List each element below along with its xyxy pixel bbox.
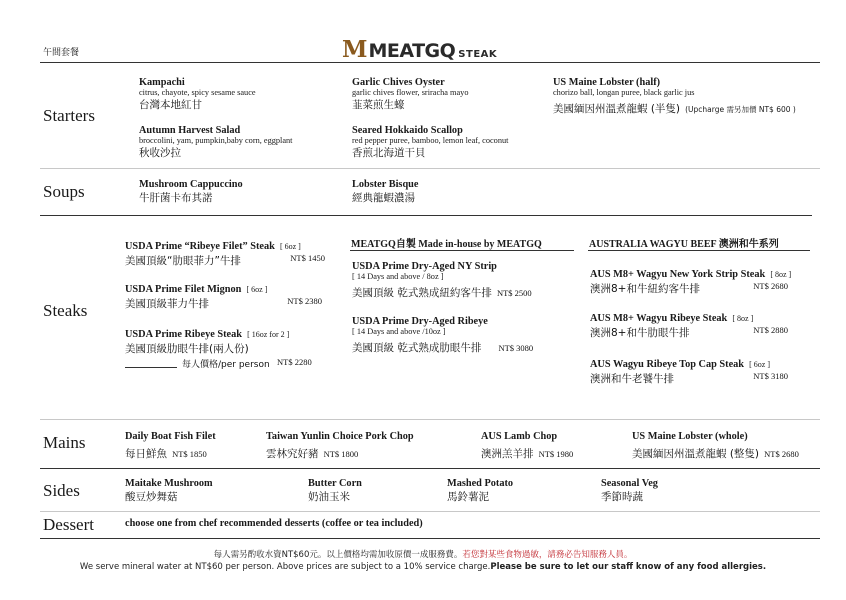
side-maitake: Maitake Mushroom 酸豆炒舞菇 [125,478,213,503]
price: NT$ 2880 [753,325,788,335]
side-mashed-potato: Mashed Potato 馬鈴薯泥 [447,478,514,503]
section-steaks: Steaks [43,301,88,320]
steak-ribeye-for-two: USDA Prime Ribeye Steak [ 16oz for 2 ] 美國頂級肋眼牛排(兩人份) 每人價格/per person NT$ 2280 [125,329,312,370]
brand-sub: STEAK [458,49,498,60]
price: NT$ 2280 [277,357,312,367]
steak-dry-aged-ribeye: USDA Prime Dry-Aged Ribeye [ 14 Days and above /10oz ] 美國頂級 乾式熟成肋眼牛排 NT$ 3080 [352,316,534,354]
upcharge-note: (Upcharge 需另加價 NT$ 600 ) [685,105,796,114]
price: NT$ 2500 [496,288,532,298]
menu-item-oyster: Garlic Chives Oyster garlic chives flower, sriracha mayo 韮菜煎生蠔 [352,77,469,111]
divider [40,538,820,539]
section-starters: Starters [43,106,95,125]
restaurant-logo [342,36,497,63]
main-pork-chop: Taiwan Yunlin Choice Pork Chop 雲林究好豬 NT$ 1800 [266,431,414,460]
side-seasonal-veg: Seasonal Veg 季節時蔬 [601,478,658,503]
allergy-warning-en: Please be sure to let our staff know of any food allergies. [490,562,767,572]
logo-mark-icon: M [342,36,366,63]
steak-filet-mignon: USDA Prime Filet Mignon [ 6oz ] 美國頂級菲力牛排 NT$ 2380 [125,284,322,310]
menu-item-kampachi: Kampachi citrus, chayote, spicy sesame sauce 台灣本地紅甘 [139,77,256,111]
underline [588,250,810,251]
divider [40,511,820,512]
menu-item-autumn-salad: Autumn Harvest Salad broccolini, yam, pumpkin,baby corn, eggplant 秋收沙拉 [139,125,293,159]
main-lamb-chop: AUS Lamb Chop 澳洲羔羊排 NT$ 1980 [481,431,574,460]
price: NT$ 3080 [498,343,534,353]
section-sides: Sides [43,481,80,500]
menu-item-lobster-half: US Maine Lobster (half) chorizo ball, longan puree, black garlic jus 美國緬因州溫煮龍蝦 (半隻) (Upcharge 需另加價 NT$ 600 ) [553,77,796,115]
menu-item-scallop: Seared Hokkaido Scallop red pepper puree, bamboo, lemon leaf, coconut 香煎北海道干貝 [352,125,509,159]
price: NT$ 2380 [287,296,322,306]
column-head-aus-wagyu: AUSTRALIA WAGYU BEEF 澳洲和牛系列 [589,239,779,250]
main-lobster-whole: US Maine Lobster (whole) 美國緬因州溫煮龍蝦 (整隻) NT$ 2680 [632,431,799,460]
section-soups: Soups [43,182,85,201]
section-mains: Mains [43,433,86,452]
lunch-set-tag: 午間套餐 [43,48,80,58]
steak-wagyu-ny-strip: AUS M8+ Wagyu New York Strip Steak [ 8oz ] 澳洲8+和牛紐約客牛排 NT$ 2680 [590,269,792,295]
column-head-made-in-house: MEATGQ自製 Made in-house by MEATGQ [351,239,542,250]
price: NT$ 1980 [538,449,574,459]
menu-item-lobster-bisque: Lobster Bisque 經典龍蝦濃湯 [352,179,419,204]
price: NT$ 1850 [172,449,207,459]
main-fish-filet: Daily Boat Fish Filet 每日鮮魚 NT$ 1850 [125,431,216,460]
price: NT$ 2680 [753,281,788,291]
footer-zh: 每人需另酌收水資NT$60元。以上價格均需加收原價一成服務費。若您對某些食物過敏，請務必告知服務人員。 [213,550,633,560]
underline [350,250,574,251]
steak-wagyu-top-cap: AUS Wagyu Ribeye Top Cap Steak [ 6oz ] 澳洲和牛老饕牛排 NT$ 3180 [590,359,788,385]
steak-ribeye-filet: USDA Prime “Ribeye Filet” Steak [ 6oz ] 美國頂級“肋眼菲力”牛排 NT$ 1450 [125,241,325,267]
steak-dry-aged-ny-strip: USDA Prime Dry-Aged NY Strip [ 14 Days and above / 8oz ] 美國頂級 乾式熟成紐約客牛排 NT$ 2500 [352,261,532,299]
divider [40,468,820,469]
divider [40,419,820,420]
underline [125,367,177,368]
menu-item-mushroom-cappuccino: Mushroom Cappuccino 牛肝菌卡布其諾 [139,179,243,204]
section-dessert: Dessert [43,515,94,534]
brand-name: MEATGQ [368,40,456,62]
divider [40,215,812,216]
price: NT$ 1800 [323,449,359,459]
price: NT$ 2680 [764,449,799,459]
dessert-note: choose one from chef recommended desserts (coffee or tea included) [125,518,423,529]
side-butter-corn: Butter Corn 奶油玉米 [308,478,362,503]
steak-wagyu-ribeye: AUS M8+ Wagyu Ribeye Steak [ 8oz ] 澳洲8+和牛肋眼牛排 NT$ 2880 [590,313,788,339]
price: NT$ 1450 [290,253,325,263]
price: NT$ 3180 [753,371,788,381]
allergy-warning-zh: 若您對某些食物過敏，請務必告知服務人員。 [462,550,633,560]
divider [40,168,820,169]
footer-en: We serve mineral water at NT$60 per person. Above prices are subject to a 10% service charge.Please be sure to let our staff know of any food allergies. [79,562,767,572]
